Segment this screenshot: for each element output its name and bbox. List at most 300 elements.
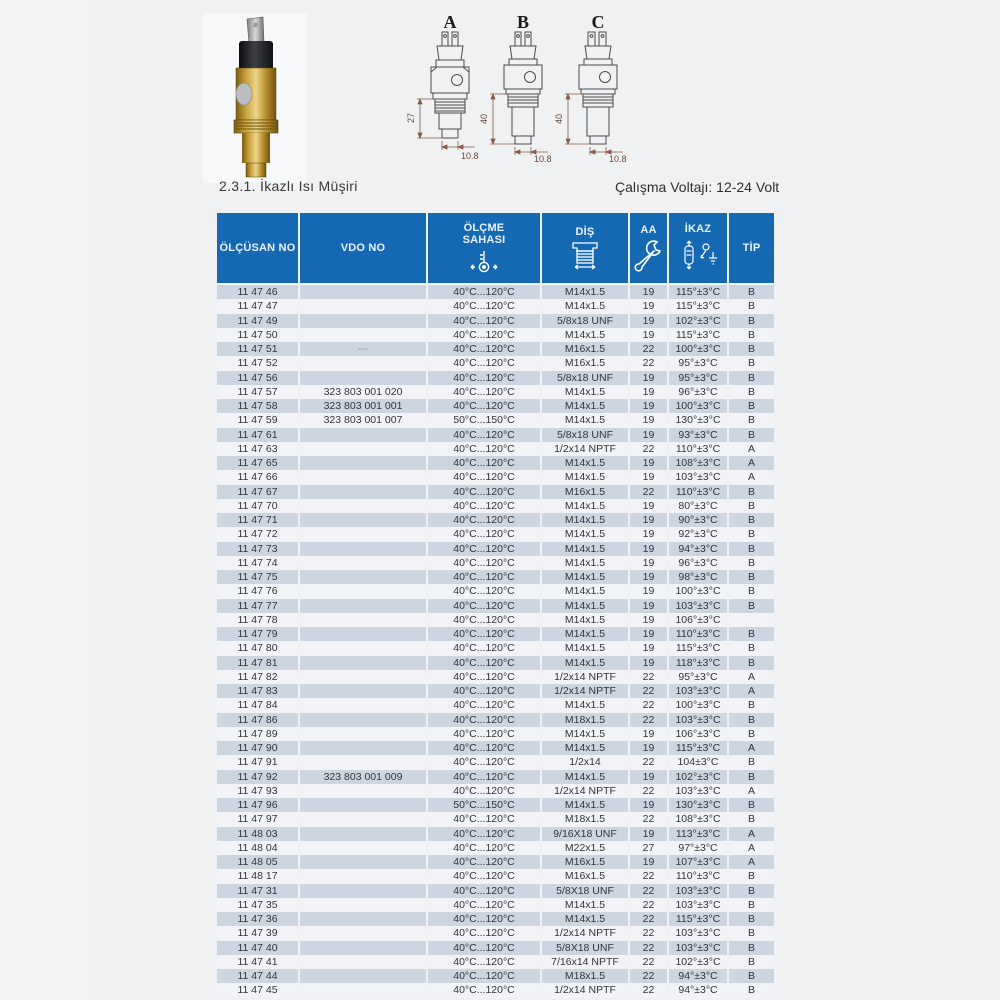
cell-ikaz: 95°±3°C: [669, 371, 727, 385]
cell-aa: 19: [630, 556, 667, 570]
cell-olcusan-no: 11 47 78: [217, 613, 298, 627]
cell-dis: M16x1.5: [542, 869, 628, 883]
cell-vdo-no: [300, 314, 426, 328]
cell-tip: B: [729, 656, 774, 670]
cell-ikaz: 103°±3°C: [669, 898, 727, 912]
cell-dis: M14x1.5: [542, 556, 628, 570]
table-row: [217, 584, 774, 598]
table-row: [217, 698, 774, 712]
cell-vdo-no: [300, 784, 426, 798]
voltage-note: Çalışma Voltajı: 12-24 Volt: [615, 179, 780, 195]
cell-ikaz: 100°±3°C: [669, 698, 727, 712]
thread-bolt-icon: [565, 241, 605, 271]
table-header-row: [217, 213, 774, 283]
cell-olcusan-no: 11 47 46: [217, 285, 298, 299]
cell-dis: M14x1.5: [542, 613, 628, 627]
cell-olcusan-no: 11 47 72: [217, 527, 298, 541]
table-row: [217, 299, 774, 313]
cell-vdo-no: [300, 741, 426, 755]
cell-vdo-no: 323 803 001 020: [300, 385, 426, 399]
cell-vdo-no: [300, 356, 426, 370]
cell-olcusan-no: 11 47 45: [217, 983, 298, 997]
cell-ikaz: 103°±3°C: [669, 684, 727, 698]
cell-ikaz: 108°±3°C: [669, 456, 727, 470]
cell-aa: 22: [630, 812, 667, 826]
cell-vdo-no: [300, 542, 426, 556]
cell-aa: 19: [630, 855, 667, 869]
cell-olcusan-no: 11 47 50: [217, 328, 298, 342]
cell-tip: B: [729, 342, 774, 356]
cell-olcusan-no: 11 47 57: [217, 385, 298, 399]
cell-olcusan-no: 11 47 91: [217, 755, 298, 769]
cell-olcme-sahasi: 40°C...120°C: [428, 841, 540, 855]
cell-olcme-sahasi: 40°C...120°C: [428, 698, 540, 712]
table-row: [217, 285, 774, 299]
cell-aa: 19: [630, 770, 667, 784]
cell-aa: 19: [630, 656, 667, 670]
cell-tip: B: [729, 969, 774, 983]
cell-aa: 19: [630, 470, 667, 484]
drawing-c: [543, 10, 653, 164]
cell-ikaz: 97°±3°C: [669, 841, 727, 855]
cell-olcme-sahasi: 40°C...120°C: [428, 741, 540, 755]
cell-ikaz: 108°±3°C: [669, 812, 727, 826]
table-row: [217, 941, 774, 955]
cell-ikaz: 96°±3°C: [669, 556, 727, 570]
header-olcusan-no: [217, 213, 298, 283]
cell-dis: M14x1.5: [542, 513, 628, 527]
cell-vdo-no: [300, 641, 426, 655]
cell-olcme-sahasi: 40°C...120°C: [428, 684, 540, 698]
table-row: [217, 727, 774, 741]
cell-olcme-sahasi: 50°C...150°C: [428, 798, 540, 812]
cell-vdo-no: [300, 983, 426, 997]
cell-aa: 27: [630, 841, 667, 855]
cell-olcusan-no: 11 47 90: [217, 741, 298, 755]
cell-tip: B: [729, 570, 774, 584]
cell-tip: B: [729, 399, 774, 413]
cell-vdo-no: [300, 656, 426, 670]
cell-olcusan-no: 11 47 51: [217, 342, 298, 356]
cell-vdo-no: [300, 627, 426, 641]
cell-aa: 22: [630, 983, 667, 997]
cell-aa: 19: [630, 613, 667, 627]
table-row: [217, 314, 774, 328]
cell-olcusan-no: 11 47 44: [217, 969, 298, 983]
cell-aa: 19: [630, 399, 667, 413]
cell-dis: M14x1.5: [542, 542, 628, 556]
cell-dis: M14x1.5: [542, 698, 628, 712]
cell-dis: M14x1.5: [542, 328, 628, 342]
cell-vdo-no: [300, 898, 426, 912]
cell-ikaz: 106°±3°C: [669, 727, 727, 741]
cell-dis: 5/8x18 UNF: [542, 314, 628, 328]
cell-olcusan-no: 11 47 67: [217, 485, 298, 499]
cell-tip: B: [729, 314, 774, 328]
cell-olcme-sahasi: 40°C...120°C: [428, 299, 540, 313]
thermometer-range-icon: [467, 249, 501, 275]
cell-aa: 22: [630, 713, 667, 727]
cell-tip: B: [729, 556, 774, 570]
cell-olcme-sahasi: 40°C...120°C: [428, 328, 540, 342]
table-row: [217, 641, 774, 655]
cell-dis: M16x1.5: [542, 342, 628, 356]
header-olcusan-no-label: ÖLÇÜSAN NO: [219, 242, 296, 254]
cell-olcusan-no: 11 47 97: [217, 812, 298, 826]
cell-vdo-no: [300, 442, 426, 456]
cell-olcme-sahasi: 40°C...120°C: [428, 656, 540, 670]
cell-olcusan-no: 11 47 70: [217, 499, 298, 513]
cell-dis: M22x1.5: [542, 841, 628, 855]
cell-tip: B: [729, 698, 774, 712]
cell-ikaz: 107°±3°C: [669, 855, 727, 869]
cell-vdo-no: [300, 328, 426, 342]
table-row: [217, 570, 774, 584]
cell-aa: 19: [630, 584, 667, 598]
cell-tip: B: [729, 641, 774, 655]
cell-vdo-no: [300, 869, 426, 883]
header-aa-label: AA: [640, 223, 657, 236]
cell-ikaz: 103°±3°C: [669, 713, 727, 727]
cell-dis: M14x1.5: [542, 570, 628, 584]
table-row: [217, 399, 774, 413]
sender-table: [217, 213, 774, 998]
cell-vdo-no: [300, 855, 426, 869]
cell-tip: A: [729, 456, 774, 470]
cell-olcme-sahasi: 40°C...120°C: [428, 755, 540, 769]
cell-tip: A: [729, 442, 774, 456]
cell-olcusan-no: 11 47 73: [217, 542, 298, 556]
cell-ikaz: 102°±3°C: [669, 770, 727, 784]
cell-aa: 19: [630, 627, 667, 641]
cell-tip: A: [729, 855, 774, 869]
cell-olcme-sahasi: 40°C...120°C: [428, 983, 540, 997]
cell-vdo-no: [300, 584, 426, 598]
cell-olcme-sahasi: 40°C...120°C: [428, 371, 540, 385]
cell-olcusan-no: 11 47 65: [217, 456, 298, 470]
cell-ikaz: 104±3°C: [669, 755, 727, 769]
temperature-sender-photo-illustration: [203, 13, 307, 183]
cell-aa: 19: [630, 456, 667, 470]
cell-olcme-sahasi: 40°C...120°C: [428, 399, 540, 413]
drawing-b-height-dim: 40: [479, 113, 489, 124]
table-row: [217, 556, 774, 570]
cell-olcusan-no: 11 48 17: [217, 869, 298, 883]
cell-olcme-sahasi: 40°C...120°C: [428, 513, 540, 527]
cell-vdo-no: [300, 556, 426, 570]
cell-olcusan-no: 11 47 74: [217, 556, 298, 570]
table-row: [217, 912, 774, 926]
table-row: [217, 342, 774, 356]
cell-tip: B: [729, 770, 774, 784]
cell-aa: 19: [630, 499, 667, 513]
cell-vdo-no: [300, 727, 426, 741]
cell-vdo-no: [300, 827, 426, 841]
cell-olcusan-no: 11 47 80: [217, 641, 298, 655]
table-row: [217, 470, 774, 484]
table-row: [217, 884, 774, 898]
cell-aa: 22: [630, 442, 667, 456]
cell-olcme-sahasi: 40°C...120°C: [428, 442, 540, 456]
cell-olcme-sahasi: 40°C...120°C: [428, 812, 540, 826]
cell-ikaz: 100°±3°C: [669, 399, 727, 413]
cell-vdo-no: [300, 285, 426, 299]
cell-olcme-sahasi: 40°C...120°C: [428, 570, 540, 584]
cell-aa: 19: [630, 741, 667, 755]
cell-tip: B: [729, 627, 774, 641]
cell-tip: B: [729, 385, 774, 399]
cell-dis: 1/2x14: [542, 755, 628, 769]
cell-tip: B: [729, 941, 774, 955]
cell-olcusan-no: 11 47 82: [217, 670, 298, 684]
cell-ikaz: 90°±3°C: [669, 513, 727, 527]
table-row: [217, 442, 774, 456]
table-row: [217, 684, 774, 698]
table-row: [217, 755, 774, 769]
cell-olcusan-no: 11 47 81: [217, 656, 298, 670]
cell-tip: B: [729, 955, 774, 969]
cell-olcusan-no: 11 47 89: [217, 727, 298, 741]
cell-vdo-no: [300, 941, 426, 955]
table-row: [217, 827, 774, 841]
cell-vdo-no: [300, 527, 426, 541]
header-olcme-sahasi-label: ÖLÇME SAHASI: [462, 221, 506, 246]
cell-vdo-no: [300, 513, 426, 527]
cell-dis: M16x1.5: [542, 356, 628, 370]
table-row: [217, 898, 774, 912]
cell-vdo-no: [300, 812, 426, 826]
cell-aa: 19: [630, 513, 667, 527]
cell-olcusan-no: 11 47 92: [217, 770, 298, 784]
cell-dis: M14x1.5: [542, 399, 628, 413]
table-row: [217, 770, 774, 784]
cell-olcusan-no: 11 47 56: [217, 371, 298, 385]
cell-vdo-no: 323 803 001 007: [300, 413, 426, 427]
cell-ikaz: 115°±3°C: [669, 285, 727, 299]
drawing-b-width-dim: 10.8: [534, 154, 552, 164]
table-row: [217, 798, 774, 812]
cell-ikaz: 93°±3°C: [669, 428, 727, 442]
cell-dis: 5/8x18 UNF: [542, 371, 628, 385]
cell-dis: M14x1.5: [542, 470, 628, 484]
header-aa: [630, 213, 667, 283]
cell-aa: 19: [630, 827, 667, 841]
cell-vdo-no: [300, 926, 426, 940]
drawing-c-label: C: [591, 12, 605, 32]
cell-tip: A: [729, 841, 774, 855]
cell-olcme-sahasi: 40°C...120°C: [428, 542, 540, 556]
cell-vdo-no: [300, 841, 426, 855]
table-row: [217, 841, 774, 855]
cell-dis: M14x1.5: [542, 299, 628, 313]
table-row: [217, 428, 774, 442]
cell-olcusan-no: 11 47 59: [217, 413, 298, 427]
cell-olcusan-no: 11 47 79: [217, 627, 298, 641]
cell-aa: 19: [630, 428, 667, 442]
cell-olcme-sahasi: 40°C...120°C: [428, 912, 540, 926]
cell-ikaz: 106°±3°C: [669, 613, 727, 627]
cell-olcme-sahasi: 40°C...120°C: [428, 584, 540, 598]
cell-olcme-sahasi: 40°C...120°C: [428, 784, 540, 798]
cell-dis: M14x1.5: [542, 912, 628, 926]
cell-olcme-sahasi: 40°C...120°C: [428, 727, 540, 741]
cell-tip: B: [729, 299, 774, 313]
cell-aa: 22: [630, 912, 667, 926]
table-row: [217, 670, 774, 684]
cell-olcusan-no: 11 47 35: [217, 898, 298, 912]
cell-olcusan-no: 11 47 31: [217, 884, 298, 898]
cell-dis: M14x1.5: [542, 741, 628, 755]
header-dis: [542, 213, 628, 283]
cell-olcme-sahasi: 40°C...120°C: [428, 385, 540, 399]
cell-olcusan-no: 11 47 71: [217, 513, 298, 527]
table-row: [217, 627, 774, 641]
cell-dis: M14x1.5: [542, 727, 628, 741]
cell-olcusan-no: 11 47 39: [217, 926, 298, 940]
cell-ikaz: 96°±3°C: [669, 385, 727, 399]
cell-vdo-no: [300, 499, 426, 513]
cell-vdo-no: [300, 755, 426, 769]
header-ikaz: [669, 213, 727, 283]
cell-tip: A: [729, 670, 774, 684]
cell-tip: B: [729, 884, 774, 898]
cell-ikaz: 113°±3°C: [669, 827, 727, 841]
cell-ikaz: 103°±3°C: [669, 941, 727, 955]
cell-olcme-sahasi: 40°C...120°C: [428, 898, 540, 912]
cell-tip: B: [729, 713, 774, 727]
table-row: [217, 969, 774, 983]
cell-olcme-sahasi: 50°C...150°C: [428, 413, 540, 427]
cell-ikaz: 130°±3°C: [669, 798, 727, 812]
cell-aa: 22: [630, 898, 667, 912]
cell-vdo-no: [300, 798, 426, 812]
drawing-c-height-dim: 40: [554, 113, 564, 124]
cell-olcusan-no: 11 47 93: [217, 784, 298, 798]
cell-vdo-no: [300, 713, 426, 727]
cell-ikaz: 103°±3°C: [669, 599, 727, 613]
table-row: [217, 599, 774, 613]
cell-olcme-sahasi: 40°C...120°C: [428, 456, 540, 470]
cell-olcusan-no: 11 47 61: [217, 428, 298, 442]
cell-olcusan-no: 11 47 76: [217, 584, 298, 598]
cell-tip: B: [729, 499, 774, 513]
cell-dis: M14x1.5: [542, 413, 628, 427]
cell-tip: B: [729, 428, 774, 442]
cell-ikaz: 103°±3°C: [669, 470, 727, 484]
cell-aa: 19: [630, 299, 667, 313]
cell-aa: 19: [630, 798, 667, 812]
table-row: [217, 485, 774, 499]
table-row: [217, 328, 774, 342]
cell-olcme-sahasi: 40°C...120°C: [428, 428, 540, 442]
cell-vdo-no: [300, 884, 426, 898]
drawing-a-width-dim: 10.8: [461, 151, 479, 161]
cell-olcusan-no: 11 47 86: [217, 713, 298, 727]
cell-olcusan-no: 11 47 63: [217, 442, 298, 456]
cell-dis: M14x1.5: [542, 599, 628, 613]
cell-dis: 1/2x14 NPTF: [542, 983, 628, 997]
drawing-c-figure: [543, 28, 653, 168]
sender-ground-icon: [676, 238, 720, 274]
cell-ikaz: 102°±3°C: [669, 955, 727, 969]
cell-aa: 22: [630, 869, 667, 883]
table-row: [217, 784, 774, 798]
cell-ikaz: 110°±3°C: [669, 442, 727, 456]
cell-tip: [729, 613, 774, 627]
cell-dis: M16x1.5: [542, 485, 628, 499]
cell-ikaz: 100°±3°C: [669, 584, 727, 598]
cell-olcusan-no: 11 47 58: [217, 399, 298, 413]
cell-tip: B: [729, 513, 774, 527]
cell-vdo-no: [300, 299, 426, 313]
header-dis-label: DİŞ: [575, 225, 595, 238]
header-ikaz-label: İKAZ: [684, 222, 712, 235]
cell-tip: B: [729, 898, 774, 912]
cell-dis: 1/2x14 NPTF: [542, 784, 628, 798]
cell-ikaz: 110°±3°C: [669, 869, 727, 883]
cell-dis: M18x1.5: [542, 969, 628, 983]
cell-olcme-sahasi: 40°C...120°C: [428, 499, 540, 513]
drawing-b-label: B: [516, 12, 529, 32]
cell-aa: 19: [630, 542, 667, 556]
table-row: [217, 869, 774, 883]
cell-ikaz: 94°±3°C: [669, 542, 727, 556]
cell-olcme-sahasi: 40°C...120°C: [428, 869, 540, 883]
cell-vdo-no: [300, 428, 426, 442]
cell-olcme-sahasi: 40°C...120°C: [428, 827, 540, 841]
table-row: [217, 926, 774, 940]
cell-vdo-no: [300, 570, 426, 584]
cell-dis: M14x1.5: [542, 770, 628, 784]
cell-dis: M14x1.5: [542, 385, 628, 399]
cell-aa: 22: [630, 698, 667, 712]
cell-dis: M14x1.5: [542, 285, 628, 299]
cell-olcme-sahasi: 40°C...120°C: [428, 941, 540, 955]
cell-tip: B: [729, 983, 774, 997]
cell-ikaz: 95°±3°C: [669, 356, 727, 370]
table-row: [217, 456, 774, 470]
cell-aa: 22: [630, 955, 667, 969]
cell-vdo-no: [300, 613, 426, 627]
cell-ikaz: 115°±3°C: [669, 641, 727, 655]
cell-olcme-sahasi: 40°C...120°C: [428, 314, 540, 328]
cell-ikaz: 103°±3°C: [669, 884, 727, 898]
cell-tip: B: [729, 926, 774, 940]
cell-aa: 19: [630, 599, 667, 613]
cell-olcme-sahasi: 40°C...120°C: [428, 855, 540, 869]
cell-aa: 22: [630, 485, 667, 499]
table-body: [217, 285, 774, 998]
cell-dis: M14x1.5: [542, 641, 628, 655]
cell-vdo-no: ---: [300, 342, 426, 356]
cell-olcusan-no: 11 47 40: [217, 941, 298, 955]
cell-vdo-no: 323 803 001 001: [300, 399, 426, 413]
cell-aa: 19: [630, 727, 667, 741]
cell-tip: B: [729, 328, 774, 342]
cell-tip: A: [729, 684, 774, 698]
cell-tip: B: [729, 869, 774, 883]
cell-ikaz: 94°±3°C: [669, 983, 727, 997]
cell-tip: B: [729, 755, 774, 769]
cell-dis: 5/8X18 UNF: [542, 884, 628, 898]
cell-tip: B: [729, 527, 774, 541]
cell-dis: M16x1.5: [542, 855, 628, 869]
cell-olcusan-no: 11 47 77: [217, 599, 298, 613]
cell-ikaz: 115°±3°C: [669, 328, 727, 342]
table-row: [217, 413, 774, 427]
cell-tip: B: [729, 413, 774, 427]
table-row: [217, 713, 774, 727]
